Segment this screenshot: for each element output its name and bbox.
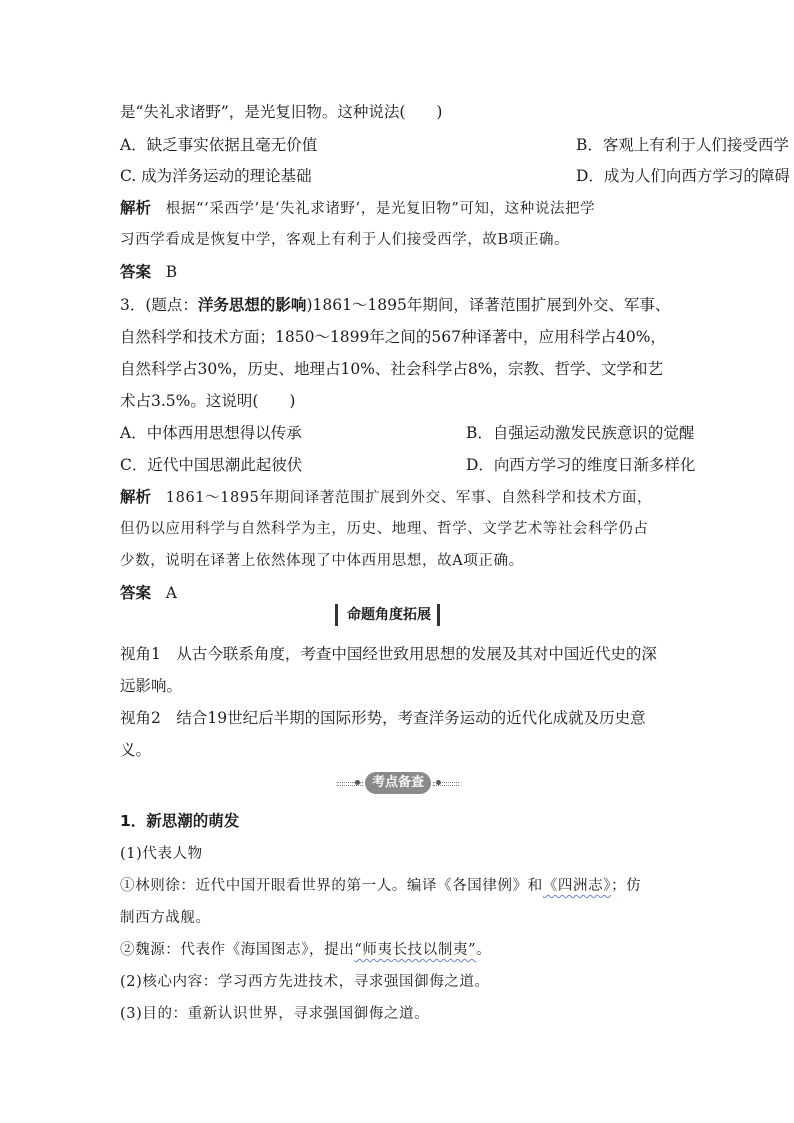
q3-analysis-text-2: 但仍以应用科学与自然科学为主，历史、地理、哲学、文学艺术等社会科学仍占 — [120, 521, 649, 537]
q2-analysis-label: 解析 — [120, 199, 152, 217]
wei-yuan-text: ②魏源：代表作《海国图志》，提出 — [120, 942, 355, 958]
wei-yuan-line — [120, 939, 491, 961]
angle1-line-1: 视角1 从古今联系角度，考查中国经世致用思想的发展及其对中国近代史的深 — [120, 645, 657, 663]
q3-stem-line-4: 术占3.5%。这说明( ) — [120, 392, 296, 410]
q3-answer-label: 答案 — [120, 584, 152, 602]
divider-right — [433, 782, 459, 786]
core-content-line: (2)核心内容：学习西方先进技术，寻求强国御侮之道。 — [120, 974, 490, 990]
q3-stem-line-3: 自然科学占30%，历史、地理占10%、社会科学占8%，宗教、哲学、文学和艺 — [120, 360, 663, 378]
q2-analysis-text-1: 根据“‘采西学’是‘失礼求诸野’，是光复旧物”可知，这种说法把学 — [165, 201, 596, 217]
purpose-line: (3)目的：重新认识世界，寻求强国御侮之道。 — [120, 1006, 430, 1022]
book-sizhouzhi: 《四洲志》 — [542, 878, 612, 894]
q2-answer — [120, 261, 177, 283]
wei-yuan-quote: “师夷长技以制夷” — [354, 942, 477, 958]
q3-options-row-1 — [120, 422, 695, 444]
dot-left-icon — [355, 780, 360, 785]
lin-zexu-text: ①林则徐：近代中国开眼看世界的第一人。编译《各国律例》和 — [120, 878, 543, 894]
q2-answer-value: B — [165, 263, 178, 281]
q3-stem-line-2: 自然科学和技术方面；1850～1899年之间的567种译著中，应用科学占40%， — [120, 328, 666, 346]
angle2-line-2: 义。 — [120, 741, 152, 759]
lin-zexu-line-2: 制西方战舰。 — [120, 910, 211, 926]
q2-analysis-text-2: 习西学看成是恢复中学，客观上有利于人们接受西学，故B项正确。 — [120, 232, 570, 248]
q3-analysis-label: 解析 — [120, 488, 152, 506]
q2-option-d[interactable]: D．成为人们向西方学习的障碍 — [576, 167, 790, 185]
q2-analysis-line-1 — [120, 197, 595, 220]
q2-options-row-2 — [120, 165, 790, 187]
q3-answer-value: A — [165, 584, 177, 602]
review-badge-label: 考点备查 — [365, 772, 431, 794]
q3-option-c[interactable]: C．近代中国思潮此起彼伏 — [120, 456, 303, 474]
q3-analysis-text-1: 1861～1895年期间译著范围扩展到外交、军事、自然科学和技术方面， — [165, 490, 653, 506]
q2-option-a[interactable]: A．缺乏事实依据且毫无价值 — [120, 136, 318, 154]
q3-stem-rest: )1861～1895年期间，译著范围扩展到外交、军事、 — [306, 296, 671, 314]
q2-answer-label: 答案 — [120, 263, 152, 281]
q2-options-row-1 — [120, 134, 789, 156]
q3-option-a[interactable]: A．中体西用思想得以传承 — [120, 424, 302, 442]
review-sub-representatives: (1)代表人物 — [120, 846, 203, 862]
q3-options-row-2 — [120, 454, 696, 476]
q3-stem-line-1 — [120, 294, 670, 316]
lin-zexu-line-1 — [120, 875, 641, 897]
q3-topic: 洋务思想的影响 — [197, 296, 307, 314]
lin-zexu-text-end: ；仿 — [611, 878, 642, 894]
review-badge — [337, 772, 459, 794]
wei-yuan-text-end: 。 — [476, 942, 492, 958]
extension-section-title: 命题角度拓展 — [335, 604, 440, 626]
q3-answer — [120, 582, 177, 604]
q3-analysis-line-1 — [120, 486, 652, 509]
q2-stem-tail: 是“失礼求诸野”，是光复旧物。这种说法( ) — [120, 103, 443, 121]
q2-option-b[interactable]: B．客观上有利于人们接受西学 — [576, 136, 789, 154]
q3-option-d[interactable]: D．向西方学习的维度日渐多样化 — [466, 456, 696, 474]
q2-option-c[interactable]: C. 成为洋务运动的理论基础 — [120, 167, 312, 185]
q3-prefix: 3．(题点： — [120, 296, 198, 314]
review-heading: 1．新思潮的萌发 — [120, 812, 240, 830]
angle1-line-2: 远影响。 — [120, 677, 183, 695]
q3-analysis-text-3: 少数，说明在译著上依然体现了中体西用思想，故A项正确。 — [120, 553, 524, 569]
q3-option-b[interactable]: B．自强运动激发民族意识的觉醒 — [466, 424, 695, 442]
angle2-line-1: 视角2 结合19世纪后半期的国际形势，考查洋务运动的近代化成就及历史意 — [120, 709, 646, 727]
